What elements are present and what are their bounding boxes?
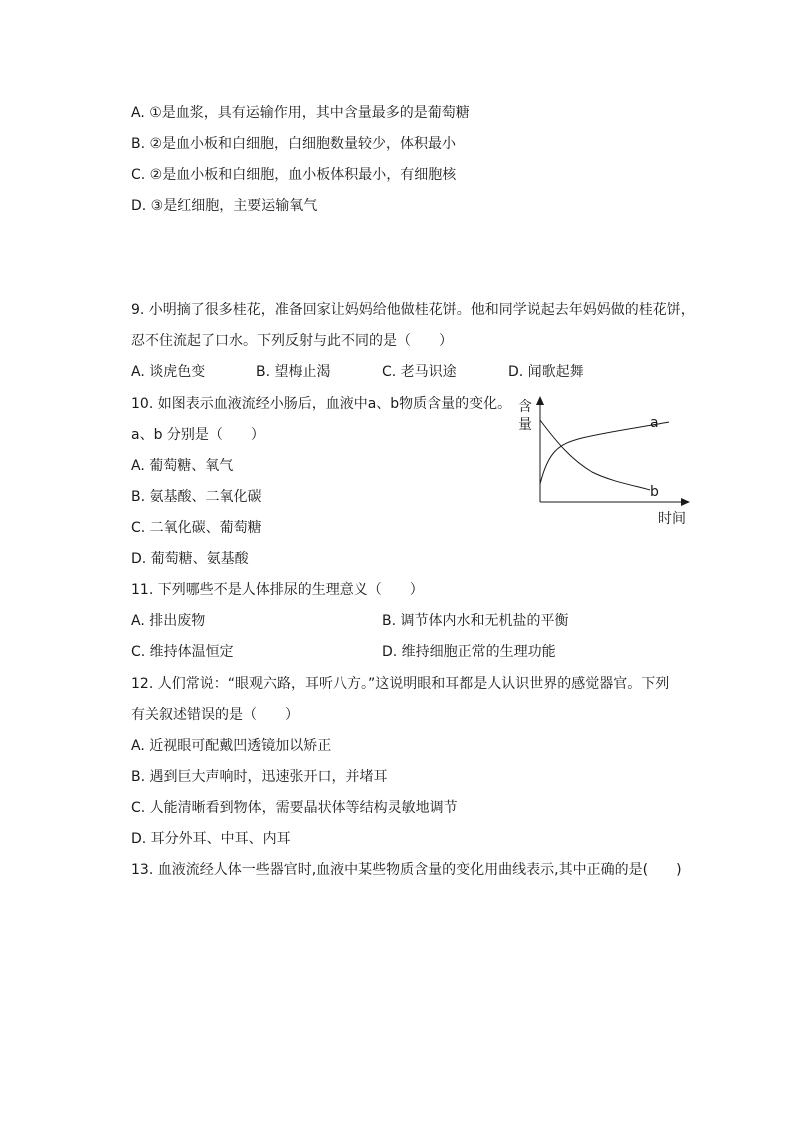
q8-option-c: C. ②是血小板和白细胞，血小板体积最小，有细胞核 (131, 167, 457, 183)
q11-stem: 11. 下列哪些不是人体排尿的生理意义（ ） (131, 582, 424, 598)
q8-option-b: B. ②是血小板和白细胞，白细胞数量较少，体积最小 (131, 136, 457, 152)
q11-option-a: A. 排出废物 (131, 613, 206, 629)
q12-option-c: C. 人能清晰看到物体，需要晶状体等结构灵敏地调节 (131, 800, 458, 816)
graph-x-arrow (681, 498, 690, 506)
q12-option-a: A. 近视眼可配戴凹透镜加以矫正 (131, 738, 332, 754)
q9-option-d: D. 闻歌起舞 (508, 364, 584, 380)
q12-stem-line2: 有关叙述错误的是（ ） (131, 707, 299, 723)
q10-option-a: A. 葡萄糖、氧气 (131, 458, 234, 474)
q9-option-a: A. 谈虎色变 (131, 364, 206, 380)
graph-curve-b (540, 420, 650, 490)
graph-y-arrow (536, 396, 544, 405)
q10-option-b: B. 氨基酸、二氧化碳 (131, 489, 262, 505)
q9-stem-line1: 9. 小明摘了很多桂花，准备回家让妈妈给他做桂花饼。他和同学说起去年妈妈做的桂花饼， (131, 302, 695, 318)
graph-y-label-1: 含 (518, 399, 532, 415)
q9-option-b: B. 望梅止渴 (256, 364, 331, 380)
graph-curve-b-label: b (650, 484, 659, 500)
q8-option-d: D. ③是红细胞，主要运输氧气 (131, 198, 318, 214)
q12-option-b: B. 遇到巨大声响时，迅速张开口，并堵耳 (131, 769, 388, 785)
q12-option-d: D. 耳分外耳、中耳、内耳 (131, 831, 291, 847)
graph-curve-a (540, 422, 669, 484)
q9-stem-line2: 忍不住流起了口水。下列反射与此不同的是（ ） (131, 333, 453, 349)
q10-option-c: C. 二氧化碳、葡萄糖 (131, 520, 262, 536)
q10-stem-line2: a、b 分别是（ ） (131, 427, 265, 443)
q8-option-a: A. ①是血浆，具有运输作用，其中含量最多的是葡萄糖 (131, 105, 470, 121)
graph-y-label-2: 量 (518, 417, 532, 433)
q9-option-c: C. 老马识途 (382, 364, 457, 380)
q11-option-d: D. 维持细胞正常的生理功能 (382, 644, 556, 660)
q10-option-d: D. 葡萄糖、氨基酸 (131, 551, 249, 567)
q11-option-b: B. 调节体内水和无机盐的平衡 (382, 613, 569, 629)
q13-stem: 13. 血液流经人体一些器官时,血液中某些物质含量的变化用曲线表示,其中正确的是( ) (131, 862, 682, 878)
q10-content-graph (512, 392, 712, 532)
graph-curve-a-label: a (650, 415, 659, 431)
q10-stem-line1: 10. 如图表示血液流经小肠后，血液中a、b物质含量的变化。 (131, 396, 512, 412)
q11-option-c: C. 维持体温恒定 (131, 644, 234, 660)
graph-x-label: 时间 (658, 511, 686, 527)
q12-stem-line1: 12. 人们常说：“眼观六路，耳听八方。”这说明眼和耳都是人认识世界的感觉器官。下列 (131, 676, 670, 692)
